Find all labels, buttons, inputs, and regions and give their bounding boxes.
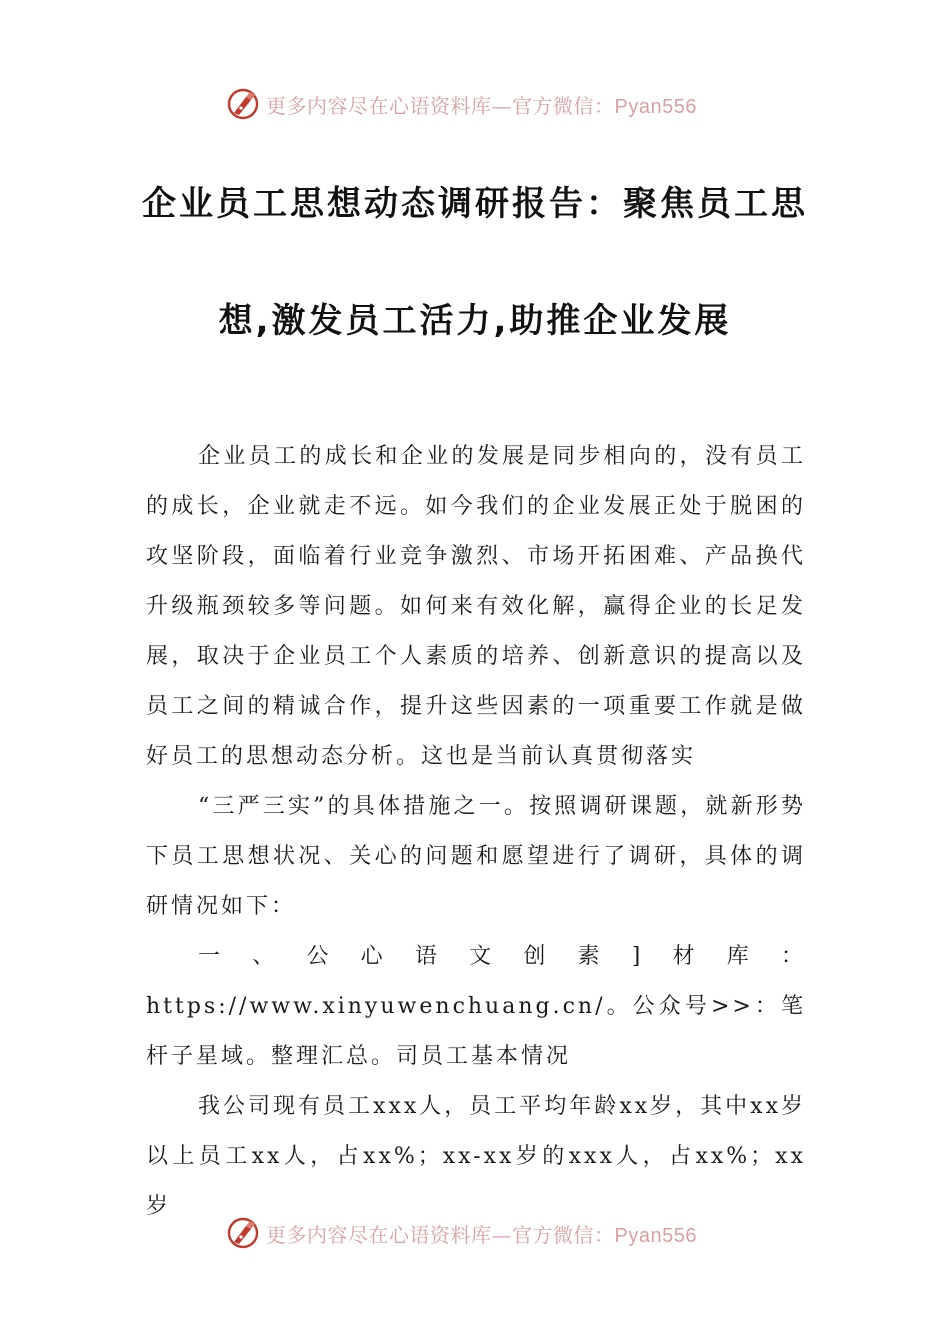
pen-nib-logo-icon	[226, 87, 260, 121]
document-title-line-1: 企业员工思想动态调研报告：聚焦员工思	[142, 184, 808, 224]
watermark-text	[266, 1219, 697, 1248]
body-paragraph: “三严三实”的具体措施之一。按照调研课题，就新形势下员工思想状况、关心的问题和愿望进行了调研，具体的调研情况如下：	[146, 794, 806, 919]
section-heading-paragraph: 一、公心语文创素]材库：https://www.xinyuwenchuang.cn/。公众号>>：笔杆子星域。整理汇总。司员工基本情况	[146, 944, 806, 1069]
body-paragraph: 企业员工的成长和企业的发展是同步相向的，没有员工的成长，企业就走不远。如今我们的企业发展正处于脱困的攻坚阶段，面临着行业竞争激烈、市场开拓困难、产品换代升级瓶颈较多等问题。如何来有效化解，赢得企业的长足发展，取决于企业员工个人素质的培养、创新意识的提高以及员工之间的精诚合作，提升这些因素的一项重要工作就是做好员工的思想动态分析。这也是当前认真贯彻落实	[146, 444, 806, 769]
body-paragraph: 我公司现有员工xxx人，员工平均年龄xx岁，其中xx岁以上员工xx人，占xx%；xx-xx岁的xxx人，占xx%；xx岁	[146, 1094, 806, 1219]
watermark-main: 更多内容尽在心语资料库—官方微信：	[266, 94, 615, 118]
footer-watermark-banner	[0, 1212, 950, 1252]
document-body	[146, 432, 806, 1232]
pen-nib-logo-icon	[226, 1216, 260, 1250]
watermark-text	[266, 90, 697, 119]
watermark-main: 更多内容尽在心语资料库—官方微信：	[266, 1223, 615, 1247]
watermark-wechat-id: Pyan556	[614, 96, 697, 118]
document-title-line-2: 想,激发员工活力,助推企业发展	[218, 301, 732, 341]
watermark-wechat-id: Pyan556	[614, 1225, 697, 1247]
header-watermark-banner	[0, 83, 950, 123]
